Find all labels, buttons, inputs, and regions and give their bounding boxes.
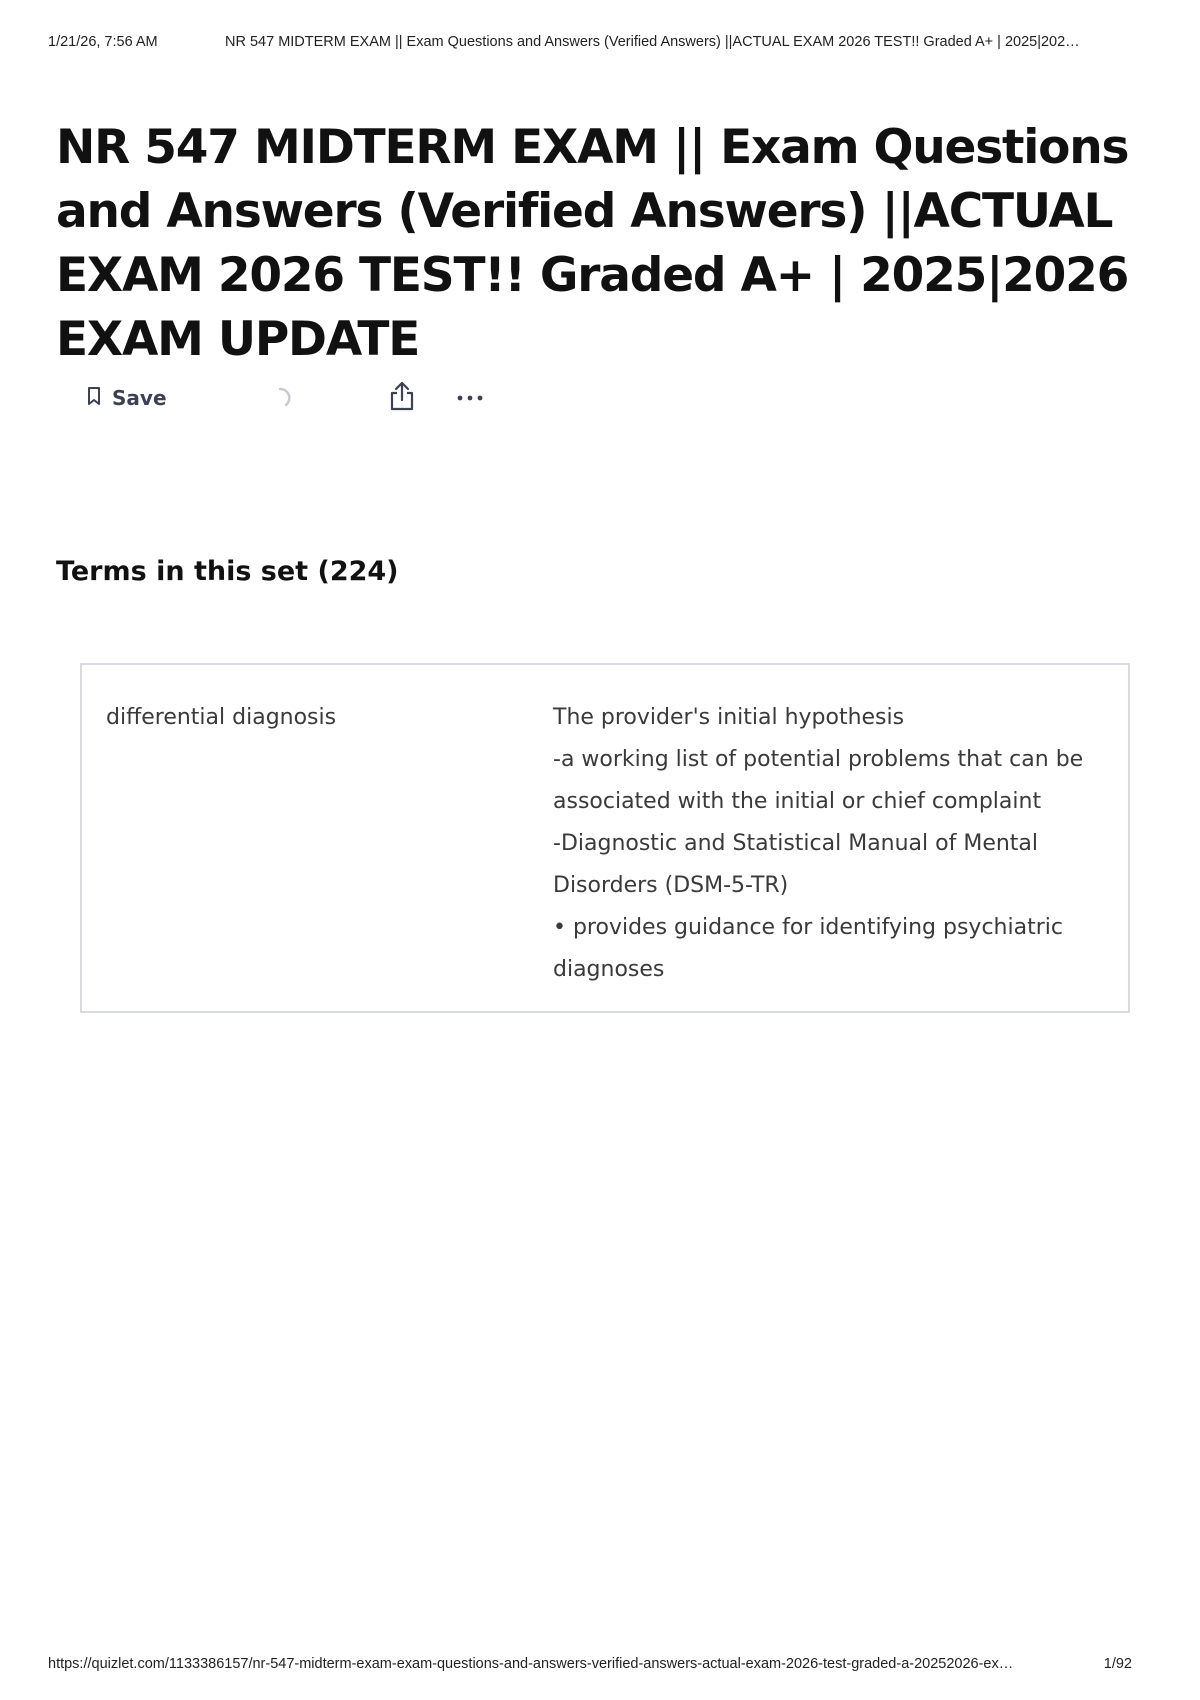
definition-line: The provider's initial hypothesis — [553, 705, 905, 730]
term-text: differential diagnosis — [106, 705, 337, 730]
definition-line: Disorders (DSM-5-TR) — [553, 873, 789, 898]
page-number: 1/92 — [1103, 1656, 1132, 1672]
bookmark-icon — [86, 386, 102, 411]
share-button[interactable] — [382, 378, 422, 418]
set-toolbar — [80, 378, 500, 418]
save-button[interactable] — [80, 378, 173, 418]
print-header — [48, 34, 1152, 54]
definition-line: • provides guidance for identifying psychiatric — [553, 915, 1063, 940]
term-card — [80, 663, 1130, 1013]
more-horizontal-icon — [456, 389, 484, 407]
definition-line: associated with the initial or chief complaint — [553, 789, 1042, 814]
spinner-icon — [268, 386, 292, 410]
page-title: NR 547 MIDTERM EXAM || Exam Questions and Answers (Verified Answers) ||ACTUAL EXAM 2026 TEST!! Graded A+ | 2025|2026 EXAM UPDATE — [56, 120, 1129, 367]
print-footer — [48, 1656, 1152, 1676]
print-date: 1/21/26, 7:56 AM — [48, 34, 158, 50]
definition-line: -Diagnostic and Statistical Manual of Mental — [553, 831, 1039, 856]
definition-line: -a working list of potential problems that can be — [553, 747, 1084, 772]
more-options-button[interactable] — [450, 378, 490, 418]
definition-line: diagnoses — [553, 957, 665, 982]
definition-text — [553, 697, 1113, 991]
save-button-label: Save — [112, 386, 167, 410]
page-url: https://quizlet.com/1133386157/nr-547-midterm-exam-exam-questions-and-answers-verified-answers-actual-exam-2026-test-graded-a-20252026-ex… — [48, 1656, 1014, 1672]
share-icon — [389, 381, 415, 416]
terms-heading: Terms in this set (224) — [56, 556, 399, 587]
print-document-title: NR 547 MIDTERM EXAM || Exam Questions and Answers (Verified Answers) ||ACTUAL EXAM 2026 TEST!! Graded A+ | 2025|202… — [225, 34, 1080, 50]
